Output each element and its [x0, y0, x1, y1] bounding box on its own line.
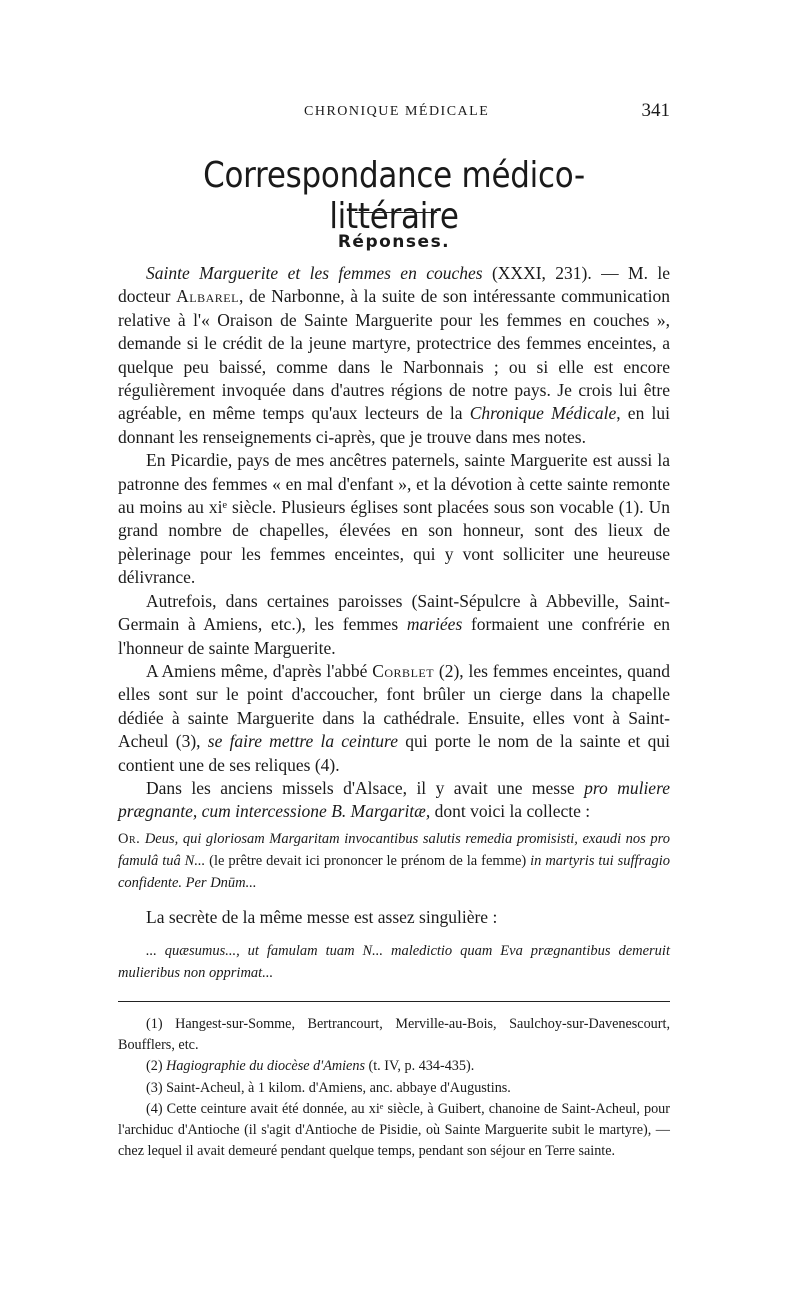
section-heading: Réponses.: [337, 232, 451, 252]
author-name: Albarel: [176, 286, 239, 307]
running-title: CHRONIQUE MÉDICALE: [304, 104, 490, 119]
paragraph-4-text-c: qui porte le nom de la sainte et qui contient une de ses reliques (4).: [118, 731, 670, 775]
journal-name: Chronique Médicale: [469, 403, 617, 424]
page-number: 341: [641, 100, 670, 121]
paragraph-5: [118, 777, 670, 824]
paragraph-1-text-b: , de Narbonne, à la suite de son intéressante communication relative à l'« Oraison de Sainte Marguerite pour les femmes en couches », demande si le crédit de la jeune martyre, protectrice des femmes enceintes, a quelque peu baissé, comme dans le Narbonnais ; ou si elle est encore régulièrement invoquée dans d'autres régions de notre pays. Je crois lui être agréable, en même temps qu'aux lecteurs de la: [118, 286, 670, 424]
footnote-4: (4) Cette ceinture avait été donnée, au xiᵉ siècle, à Guibert, chanoine de Saint-Acheul, pour l'archiduc d'Antioche (il s'agit d'Antioche de Pisidie, où Sainte Marguerite subit le martyre), — chez lequel il avait demeuré pendant quelque temps, pendant son séjour en Terre sainte.: [118, 1100, 670, 1160]
footnote-2-num: (2): [146, 1058, 167, 1075]
collect-latin-b: in martyris tui suffragio confidente. Per Dnūm...: [118, 853, 671, 891]
collect-latin-a: Deus, qui gloriosam Margaritam invocantibus salutis remedia promisisti, exaudi nos pro famulâ tuâ N...: [118, 831, 670, 869]
paragraph-2: En Picardie, pays de mes ancêtres paternels, sainte Marguerite est aussi la patronne des femmes « en mal d'enfant », et la dévotion à cette sainte remonte au moins au xiᵉ siècle. Plusieurs églises sont placées sous son vocable (1). Un grand nombre de chapelles, élevées en son honneur, sont des lieux de pèlerinage pour les femmes enceintes, qui y vont solliciter une heureuse délivrance.: [118, 450, 670, 588]
paragraph-3-text-a: Autrefois, dans certaines paroisses (Saint-Sépulcre à Abbeville, Saint-Germain à Amiens, etc.), les femmes: [118, 590, 670, 635]
paragraph-4-text-a: A Amiens même, d'après l'abbé: [146, 660, 373, 681]
paragraph-4: [118, 660, 670, 777]
reference: (XXXI, 231). —: [482, 263, 619, 283]
paragraph-3: [118, 590, 670, 660]
article-body: [118, 262, 670, 824]
paragraph-5-italic: pro muliere prægnante, cum intercessione B. Margaritæ,: [118, 777, 671, 822]
paragraph-3-italic: mariées: [406, 614, 463, 635]
collect-note: (le prêtre devait ici prononcer le prénom de la femme): [205, 853, 527, 869]
footnotes: [118, 1014, 670, 1162]
secrete-quote: [118, 940, 670, 984]
paragraph-5-text-b: dont voici la collecte :: [430, 801, 591, 822]
paragraph-4-text-b: (2), les femmes enceintes, quand elles sont sur le point d'accoucher, font brûler un cierge dans la chapelle dédiée à sainte Marguerite dans la cathédrale. Ensuite, elles vont à Saint-Acheul (3),: [118, 660, 670, 752]
secrete-latin: ... quæsumus..., ut famulam tuam N... maledictio quam Eva prægnantibus demeruit mulieribus non opprimat...: [118, 943, 670, 981]
footnote-3: (3) Saint-Acheul, à 1 kilom. d'Amiens, anc. abbaye d'Augustins.: [146, 1079, 511, 1096]
author-name-corblet: Corblet: [372, 660, 435, 681]
footnote-2-rest: (t. IV, p. 434-435).: [364, 1058, 475, 1075]
collect-prefix: Or.: [118, 831, 141, 847]
footnote-1: (1) Hangest-sur-Somme, Bertrancourt, Merville-au-Bois, Saulchoy-sur-Davenescourt, Boufflers, etc.: [118, 1016, 670, 1054]
collect-quote: [118, 828, 670, 894]
paragraph-4-italic: se faire mettre la ceinture: [207, 731, 398, 752]
footnote-2-title: Hagiographie du diocèse d'Amiens: [166, 1058, 365, 1075]
topic-title: Sainte Marguerite et les femmes en couches: [146, 263, 483, 283]
paragraph-1-text-a: M. le docteur: [118, 263, 670, 307]
paragraph-3-text-b: formaient une confrérie en l'honneur de sainte Marguerite.: [118, 614, 670, 658]
paragraph-1: [118, 262, 670, 449]
secrete-line: La secrète de la même messe est assez singulière :: [146, 907, 498, 927]
paragraph-1-text-c: , en lui donnant les renseignements ci-après, que je trouve dans mes notes.: [118, 403, 670, 447]
page-title: Correspondance médico-littéraire: [203, 155, 585, 237]
paragraph-5-text-a: Dans les anciens missels d'Alsace, il y avait une messe: [146, 777, 585, 798]
footnote-2: [118, 1056, 670, 1077]
footnote-rule: [118, 1001, 670, 1002]
title-rule: [355, 212, 437, 213]
